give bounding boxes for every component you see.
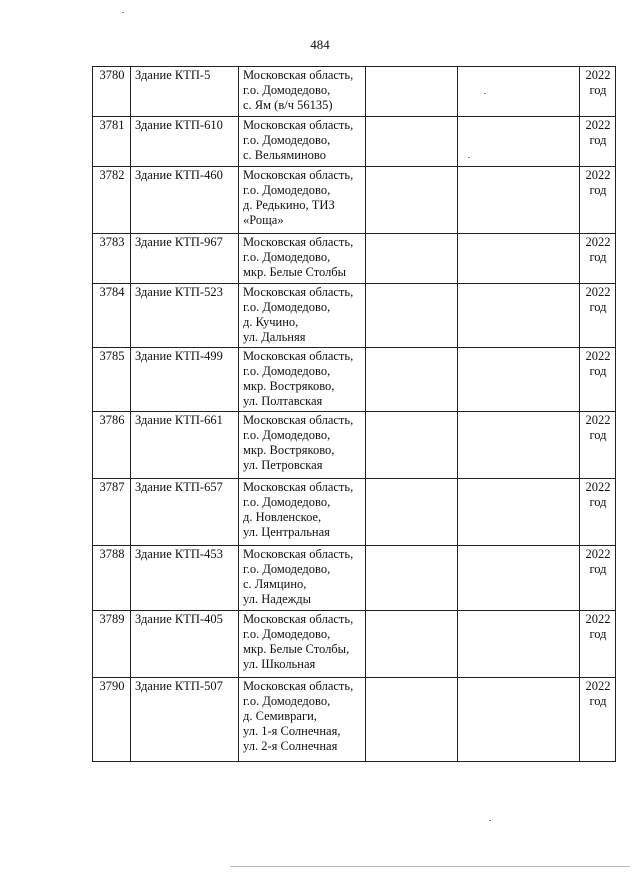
object-name: Здание КТП-405	[131, 611, 239, 678]
row-number: 3781	[93, 117, 131, 167]
object-address	[239, 412, 366, 479]
address-line: г.о. Домодедово,	[243, 364, 331, 378]
row-number: 3786	[93, 412, 131, 479]
address-line: г.о. Домодедово,	[243, 183, 331, 197]
object-address	[239, 284, 366, 348]
table-row	[93, 284, 616, 348]
empty-cell	[366, 234, 458, 284]
row-number: 3790	[93, 678, 131, 762]
address-line: д. Семивраги,	[243, 709, 317, 723]
scan-speck	[468, 157, 470, 158]
year-cell: 2022 год	[580, 234, 616, 284]
address-line: г.о. Домодедово,	[243, 133, 331, 147]
address-line: Московская область,	[243, 68, 354, 82]
empty-cell	[458, 284, 580, 348]
empty-cell	[458, 167, 580, 234]
address-line: г.о. Домодедово,	[243, 250, 331, 264]
year-cell: 2022 год	[580, 348, 616, 412]
year-cell: 2022 год	[580, 117, 616, 167]
year-cell: 2022 год	[580, 167, 616, 234]
scan-edge-line	[230, 866, 630, 867]
address-line: Московская область,	[243, 349, 354, 363]
address-line: ул. Школьная	[243, 657, 316, 671]
object-name: Здание КТП-967	[131, 234, 239, 284]
address-line: г.о. Домодедово,	[243, 627, 331, 641]
address-line: мкр. Востряково,	[243, 379, 335, 393]
scan-speck	[484, 93, 486, 94]
empty-cell	[366, 167, 458, 234]
address-line: г.о. Домодедово,	[243, 495, 331, 509]
empty-cell	[458, 348, 580, 412]
address-line: ул. Надежды	[243, 592, 312, 606]
address-line: Московская область,	[243, 612, 354, 626]
empty-cell	[458, 412, 580, 479]
row-number: 3785	[93, 348, 131, 412]
table-row	[93, 234, 616, 284]
object-address	[239, 678, 366, 762]
address-line: «Роща»	[243, 213, 284, 227]
address-line: г.о. Домодедово,	[243, 694, 331, 708]
empty-cell	[458, 67, 580, 117]
scan-speck	[122, 12, 124, 13]
address-line: мкр. Белые Столбы,	[243, 642, 350, 656]
object-name: Здание КТП-657	[131, 479, 239, 546]
table-row	[93, 611, 616, 678]
empty-cell	[458, 546, 580, 611]
row-number: 3783	[93, 234, 131, 284]
address-line: Московская область,	[243, 480, 354, 494]
address-line: г.о. Домодедово,	[243, 300, 331, 314]
object-name: Здание КТП-499	[131, 348, 239, 412]
address-line: Московская область,	[243, 285, 354, 299]
year-cell: 2022 год	[580, 546, 616, 611]
address-line: ул. Полтавская	[243, 394, 323, 408]
address-line: мкр. Востряково,	[243, 443, 335, 457]
table-row	[93, 67, 616, 117]
empty-cell	[458, 611, 580, 678]
address-line: д. Редькино, ТИЗ	[243, 198, 335, 212]
year-cell: 2022 год	[580, 67, 616, 117]
page-number: 484	[310, 37, 330, 52]
object-address	[239, 479, 366, 546]
address-line: Московская область,	[243, 168, 354, 182]
empty-cell	[366, 479, 458, 546]
table-row	[93, 167, 616, 234]
table-row	[93, 678, 616, 762]
address-line: с. Ям (в/ч 56135)	[243, 98, 333, 112]
empty-cell	[366, 546, 458, 611]
empty-cell	[366, 348, 458, 412]
empty-cell	[366, 117, 458, 167]
address-line: д. Кучино,	[243, 315, 299, 329]
empty-cell	[366, 67, 458, 117]
registry-rows	[93, 67, 616, 762]
address-line: мкр. Белые Столбы	[243, 265, 347, 279]
scan-speck	[489, 820, 491, 821]
address-line: Московская область,	[243, 547, 354, 561]
empty-cell	[458, 678, 580, 762]
address-line: ул. Петровская	[243, 458, 323, 472]
object-name: Здание КТП-661	[131, 412, 239, 479]
empty-cell	[458, 479, 580, 546]
address-line: Московская область,	[243, 118, 354, 132]
row-number: 3788	[93, 546, 131, 611]
empty-cell	[458, 117, 580, 167]
object-name: Здание КТП-460	[131, 167, 239, 234]
table-row	[93, 479, 616, 546]
year-cell: 2022 год	[580, 412, 616, 479]
address-line: ул. 1-я Солнечная,	[243, 724, 341, 738]
table-row	[93, 412, 616, 479]
year-cell: 2022 год	[580, 611, 616, 678]
row-number: 3787	[93, 479, 131, 546]
address-line: г.о. Домодедово,	[243, 428, 331, 442]
year-cell: 2022 год	[580, 678, 616, 762]
object-address	[239, 67, 366, 117]
year-cell: 2022 год	[580, 284, 616, 348]
address-line: г.о. Домодедово,	[243, 562, 331, 576]
object-name: Здание КТП-523	[131, 284, 239, 348]
address-line: д. Новленское,	[243, 510, 322, 524]
address-line: с. Лямцино,	[243, 577, 307, 591]
year-cell: 2022 год	[580, 479, 616, 546]
object-name: Здание КТП-5	[131, 67, 239, 117]
object-name: Здание КТП-507	[131, 678, 239, 762]
object-address	[239, 234, 366, 284]
registry-table	[92, 66, 616, 762]
address-line: Московская область,	[243, 679, 354, 693]
object-address	[239, 167, 366, 234]
object-address	[239, 117, 366, 167]
address-line: ул. 2-я Солнечная	[243, 739, 338, 753]
address-line: ул. Дальняя	[243, 330, 306, 344]
empty-cell	[366, 611, 458, 678]
empty-cell	[366, 678, 458, 762]
table-row	[93, 348, 616, 412]
empty-cell	[458, 234, 580, 284]
address-line: г.о. Домодедово,	[243, 83, 331, 97]
address-line: Московская область,	[243, 413, 354, 427]
empty-cell	[366, 284, 458, 348]
row-number: 3782	[93, 167, 131, 234]
row-number: 3784	[93, 284, 131, 348]
object-name: Здание КТП-610	[131, 117, 239, 167]
row-number: 3780	[93, 67, 131, 117]
table-row	[93, 546, 616, 611]
table-row	[93, 117, 616, 167]
object-address	[239, 611, 366, 678]
address-line: ул. Центральная	[243, 525, 330, 539]
address-line: с. Вельяминово	[243, 148, 326, 162]
object-address	[239, 546, 366, 611]
empty-cell	[366, 412, 458, 479]
row-number: 3789	[93, 611, 131, 678]
object-name: Здание КТП-453	[131, 546, 239, 611]
object-address	[239, 348, 366, 412]
address-line: Московская область,	[243, 235, 354, 249]
